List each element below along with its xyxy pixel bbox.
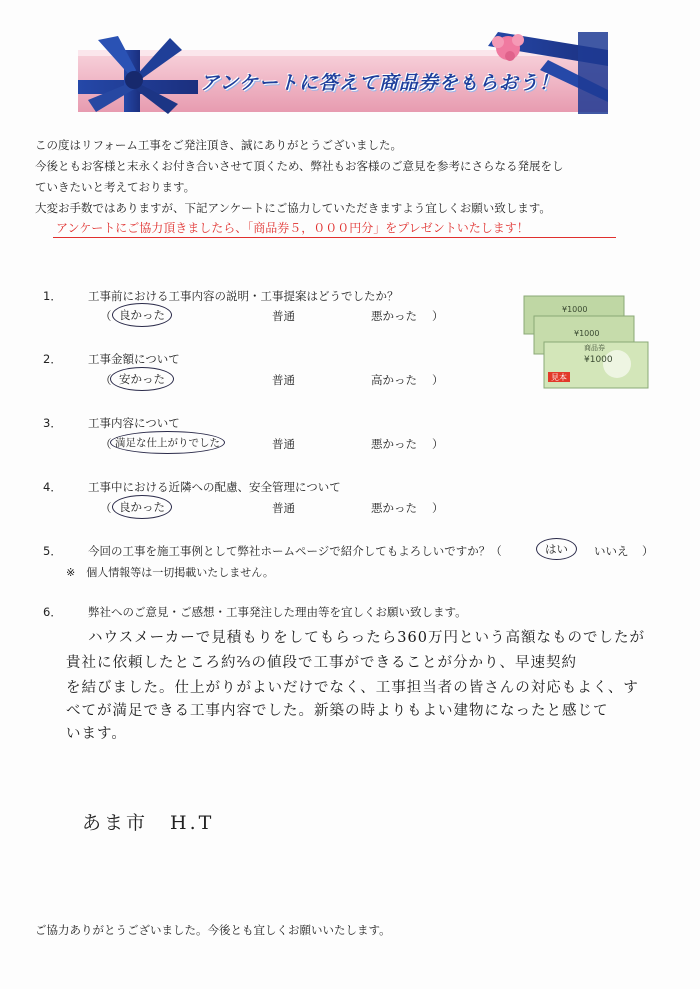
q3-number: 3． xyxy=(43,416,62,430)
q6-text: 弊社へのご意見・ご感想・工事発注した理由等を宜しくお願い致します。 xyxy=(88,605,467,619)
intro-line-3: ていきたいと考えております。 xyxy=(35,180,196,194)
q2-option-cheap[interactable]: 安かった xyxy=(110,367,174,391)
comment-line-3: を結びました。仕上がりがよいだけでなく、工事担当者の皆さんの対応もよく、す xyxy=(66,680,639,696)
q5-text: 今回の工事を施工事例として弊社ホームページで紹介してもよろしいですか？（ xyxy=(88,544,502,558)
q1-number: 1． xyxy=(43,289,62,303)
comment-line-2: 貴社に依頼したところ約⅔の値段で工事ができることが分かり、早速契約 xyxy=(66,655,578,671)
q5-option-yes[interactable]: はい xyxy=(536,538,577,560)
q4-text: 工事中における近隣への配慮、安全管理について xyxy=(88,480,341,494)
comment-line-1: ハウスメーカーで見積もりをしてもらったら360万円という高額なものでしたが xyxy=(88,630,645,646)
q2-option-expensive[interactable]: 高かった xyxy=(371,373,417,387)
q4-close-paren: ） xyxy=(432,501,444,515)
intro-line-1: この度はリフォーム工事をご発注頂き、誠にありがとうございました。 xyxy=(35,138,402,152)
q3-open-paren: （ xyxy=(100,437,112,451)
voucher-price-3: ¥1000 xyxy=(584,355,613,365)
q4-option-good[interactable]: 良かった xyxy=(112,495,172,519)
present-announcement: アンケートにご協力頂きましたら、「商品券５，０００円分」をプレゼントいたします！ xyxy=(56,221,529,235)
comment-line-5: います。 xyxy=(66,726,127,742)
q2-option-average[interactable]: 普通 xyxy=(272,373,295,387)
comment-line-4: べてが満足できる工事内容でした。新築の時よりもよい建物になったと感じて xyxy=(66,703,609,719)
q3-option-satisfied[interactable]: 満足な仕上がりでした xyxy=(110,431,225,454)
announcement-underline xyxy=(53,237,616,238)
q1-text: 工事前における工事内容の説明・工事提案はどうでしたか？ xyxy=(88,289,399,303)
q1-open-paren: （ xyxy=(100,309,112,323)
q4-number: 4． xyxy=(43,480,62,494)
q1-option-good[interactable]: 良かった xyxy=(112,303,172,327)
q2-open-paren: （ xyxy=(100,373,112,387)
banner-title: アンケートに答えて商品券をもらおう！ xyxy=(200,72,559,94)
voucher-stamp: 見本 xyxy=(551,373,567,382)
q2-number: 2． xyxy=(43,352,62,366)
q3-text: 工事内容について xyxy=(88,416,180,430)
q4-open-paren: （ xyxy=(100,501,112,515)
q1-close-paren: ） xyxy=(432,309,444,323)
intro-line-2: 今後ともお客様と末永くお付き合いさせて頂くため、弊社もお客様のご意見を参考にさらなる発展をし xyxy=(35,159,564,173)
voucher-price-2: ¥1000 xyxy=(574,329,600,338)
respondent-signature: あま市 H.T xyxy=(82,812,215,834)
q3-option-average[interactable]: 普通 xyxy=(272,437,295,451)
q1-option-bad[interactable]: 悪かった xyxy=(371,309,417,323)
q5-option-no[interactable]: いいえ xyxy=(594,544,629,558)
gift-voucher-image xyxy=(522,292,652,392)
q6-number: 6． xyxy=(43,605,62,619)
q4-option-average[interactable]: 普通 xyxy=(272,501,295,515)
voucher-price-1: ¥1000 xyxy=(562,305,588,314)
q2-close-paren: ） xyxy=(432,373,444,387)
q4-option-bad[interactable]: 悪かった xyxy=(371,501,417,515)
intro-line-4: 大変お手数ではありますが、下記アンケートにご協力していただきますよう宜しくお願い致します。 xyxy=(35,201,551,215)
q3-option-bad[interactable]: 悪かった xyxy=(371,437,417,451)
q1-option-average[interactable]: 普通 xyxy=(272,309,295,323)
q5-close-paren: ） xyxy=(642,544,654,558)
q2-text: 工事金額について xyxy=(88,352,180,366)
closing-message: ご協力ありがとうございました。今後とも宜しくお願いいたします。 xyxy=(35,923,391,937)
privacy-note: ※ 個人情報等は一切掲載いたしません。 xyxy=(66,566,274,579)
voucher-label: 商品券 xyxy=(584,344,605,352)
q3-close-paren: ） xyxy=(432,437,444,451)
q5-number: 5． xyxy=(43,544,62,558)
